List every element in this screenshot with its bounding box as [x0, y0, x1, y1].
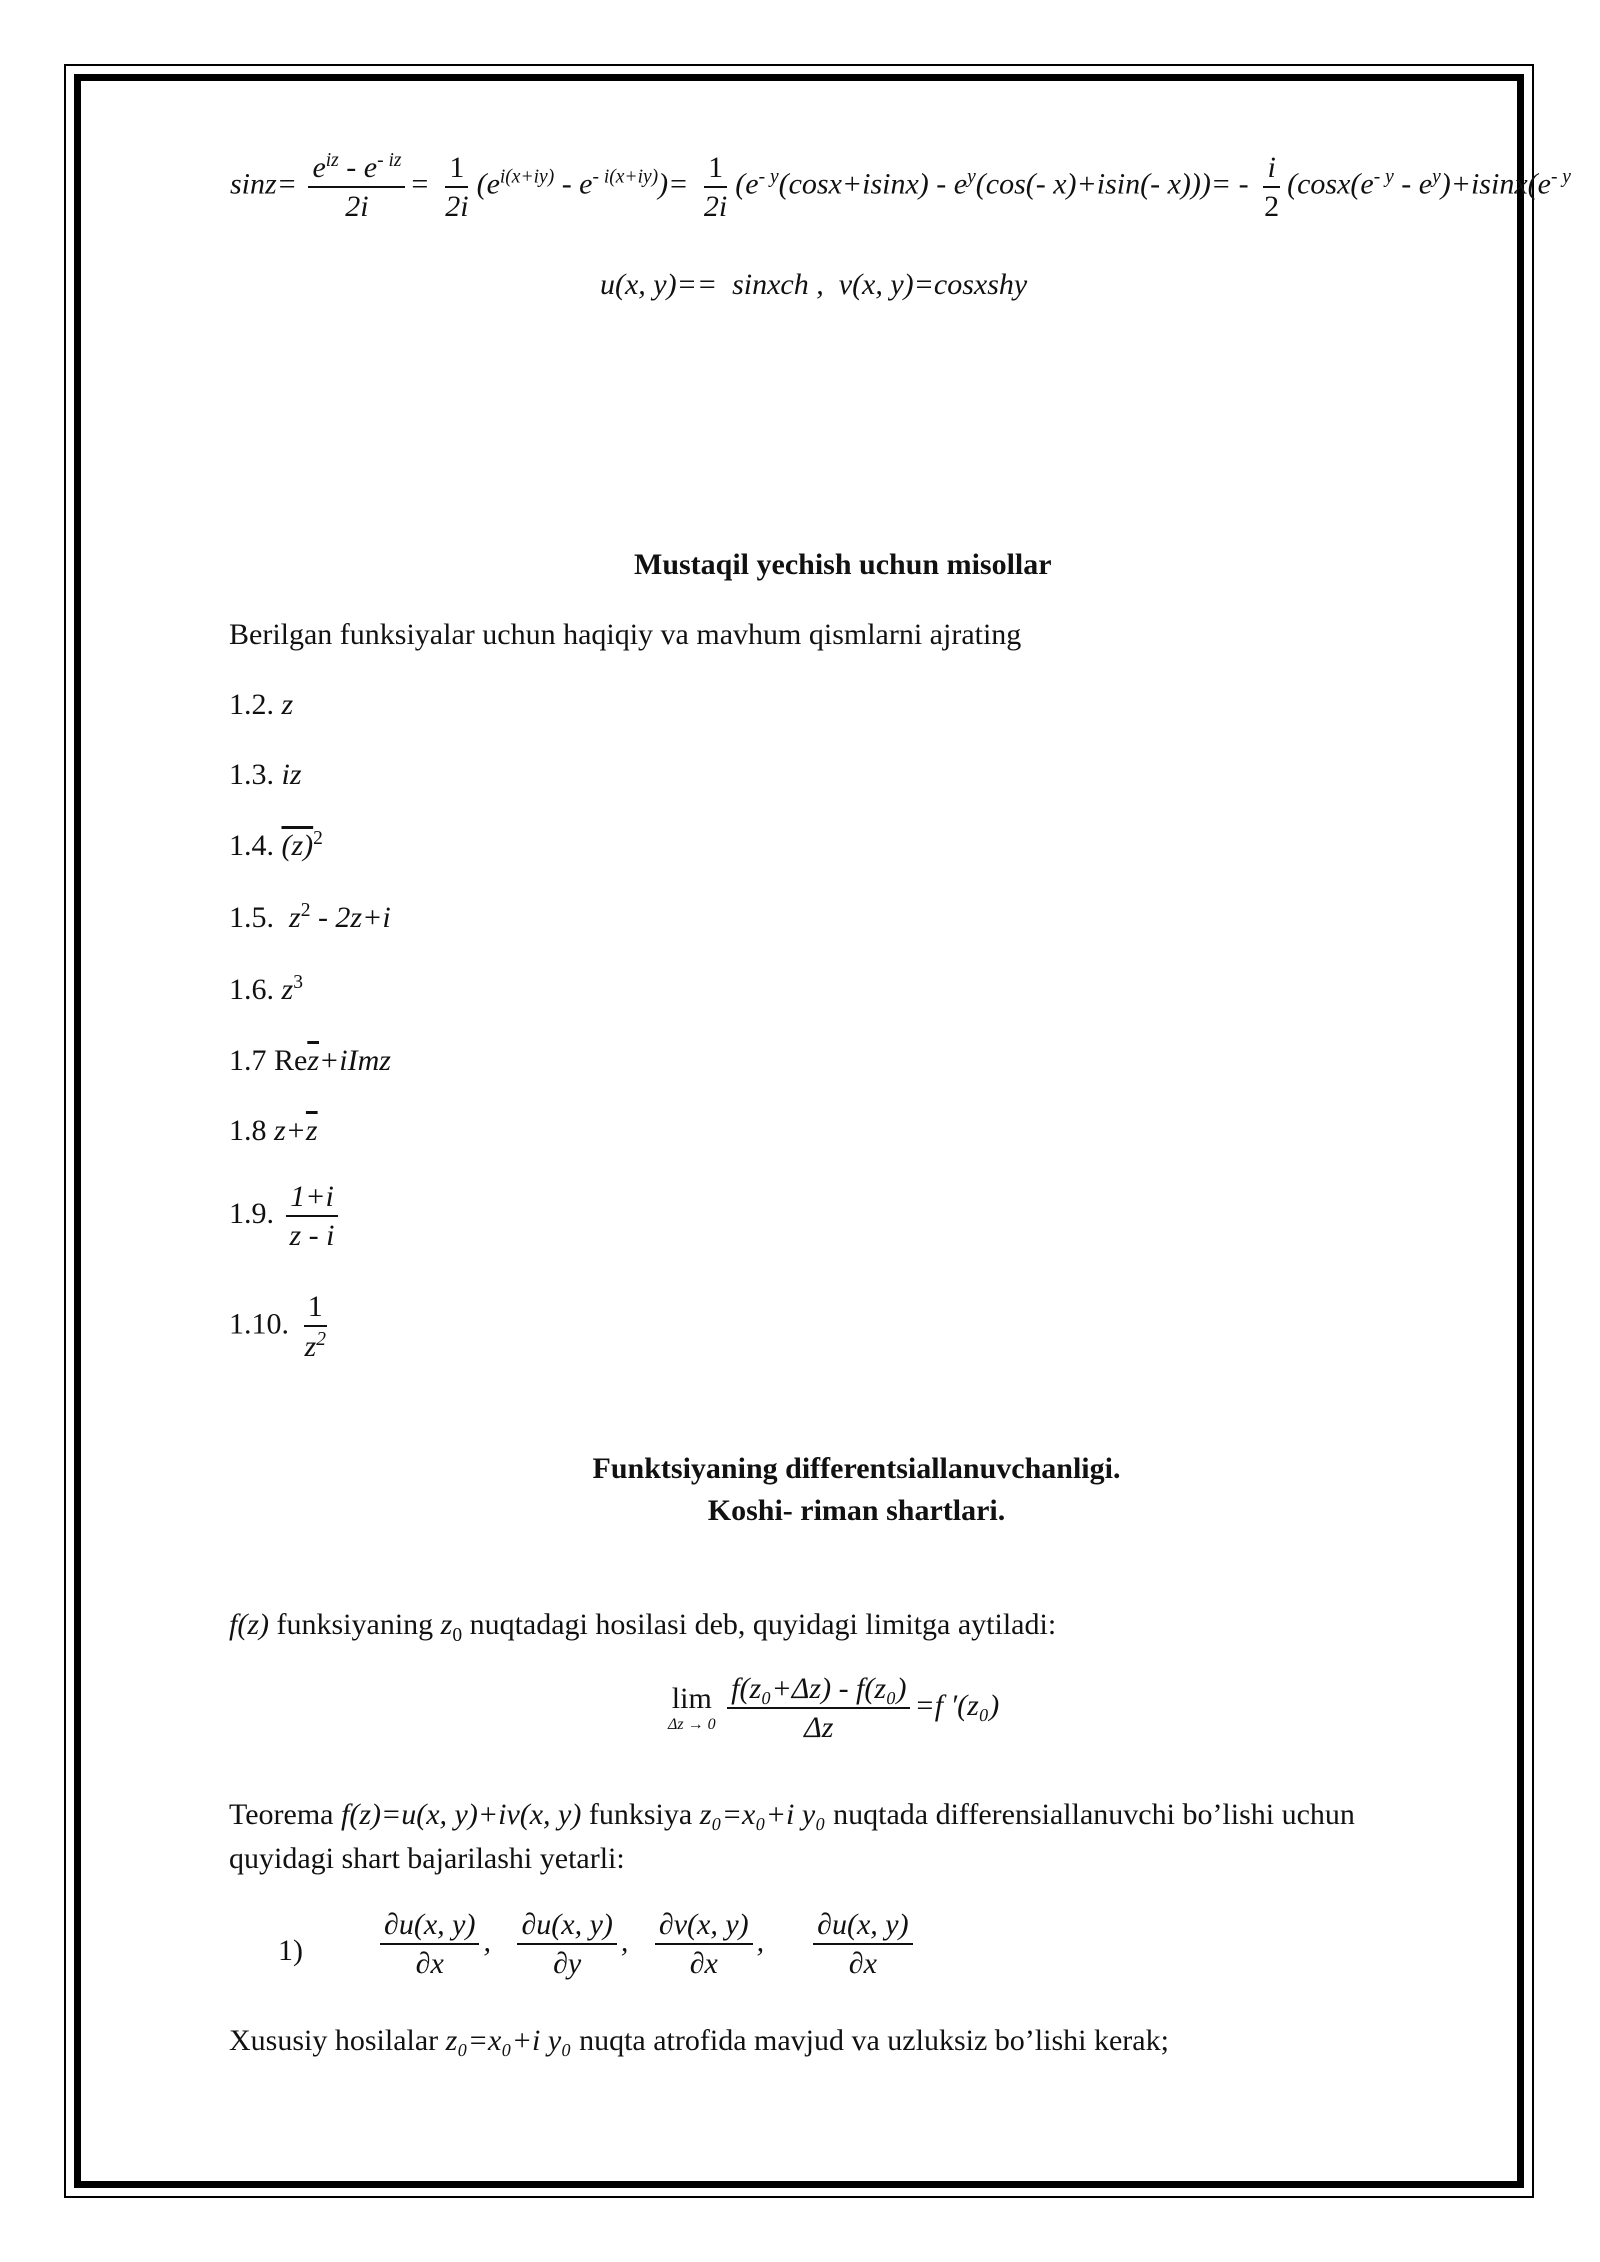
- exp-sup: - iz: [377, 150, 402, 171]
- text: funksiyaning: [269, 1608, 441, 1641]
- denominator: Δz: [804, 1711, 834, 1744]
- exercise-item: [229, 758, 302, 792]
- equals: =: [668, 167, 689, 201]
- denominator: ∂x: [689, 1947, 718, 1980]
- difference-quotient: [727, 1672, 910, 1744]
- denominator: 2i: [345, 190, 369, 223]
- item-expression: - 2z+i: [310, 901, 391, 934]
- limit-operator: [668, 1682, 716, 1734]
- exercise-item: [229, 828, 323, 863]
- item-sup: 2: [313, 828, 323, 849]
- item-number: 1.5.: [229, 901, 274, 934]
- exercises-intro: Berilgan funksiyalar uchun haqiqiy va mavhum qismlarni ajrating: [229, 618, 1022, 651]
- derivative-definition: [229, 1608, 1056, 1647]
- exp-sup: - i(x+iy): [592, 166, 659, 188]
- fraction-i-over-2: [1260, 151, 1283, 223]
- denominator: 2i: [703, 189, 728, 223]
- term: (e: [476, 167, 500, 201]
- exp-sup: - y: [1550, 166, 1571, 188]
- denominator: 2: [1264, 189, 1280, 223]
- exp-sup: y: [1432, 166, 1441, 188]
- exp-sup: y: [967, 166, 976, 188]
- text: Teorema: [229, 1798, 342, 1831]
- exp-sup: iz: [325, 150, 339, 171]
- limit-formula: [668, 1672, 999, 1744]
- partial-fraction: [517, 1908, 616, 1980]
- item-expression: z: [289, 901, 301, 934]
- numerator: 1: [445, 151, 468, 188]
- numerator: 1: [304, 1290, 327, 1327]
- item-sup: 3: [293, 972, 303, 993]
- formula-lhs: sinz: [230, 167, 277, 201]
- item-number: 1.7: [229, 1044, 267, 1077]
- z-bar: $\overline{z}$: [305, 1114, 318, 1147]
- exercise-item: [229, 1044, 391, 1078]
- text: nuqtada differensiallanuvchi bo’lishi uchun: [825, 1798, 1355, 1831]
- item-expression: z: [281, 688, 294, 721]
- u-expression: u(x, y)==: [600, 268, 718, 301]
- numerator: ∂u(x, y): [813, 1908, 912, 1945]
- item-expression: +iImz: [319, 1044, 391, 1077]
- item-fraction: [286, 1180, 339, 1252]
- fraction-half-i-2: [700, 151, 731, 223]
- exercise-item: [229, 972, 303, 1007]
- denominator: ∂y: [553, 1947, 582, 1980]
- item-expression: z: [281, 973, 294, 1006]
- theorem-line: [229, 1798, 1355, 1832]
- denominator: z - i: [289, 1219, 335, 1252]
- equals: =: [276, 167, 297, 201]
- term: - e: [554, 167, 593, 201]
- paren: ): [658, 167, 669, 201]
- item-number: 1.10.: [229, 1307, 289, 1341]
- partial-fraction: [655, 1908, 753, 1980]
- numerator: ∂v(x, y): [655, 1908, 753, 1945]
- exercise-item: [229, 900, 391, 935]
- e-term: e: [312, 151, 326, 184]
- derivative-value: =f ′(z₀): [914, 1688, 1000, 1722]
- text: Xususiy hosilalar: [229, 2024, 446, 2057]
- section-title-exercises: Mustaqil yechish uchun misollar: [634, 548, 1052, 581]
- exp-sup: - y: [1373, 166, 1394, 188]
- denominator: z: [304, 1330, 317, 1363]
- text: nuqta atrofida mavjud va uzluksiz bo’lishi kerak;: [571, 2024, 1169, 2057]
- item-sup: 2: [300, 900, 311, 921]
- item-number: 1.8: [229, 1114, 267, 1147]
- exercise-item: [229, 1290, 334, 1363]
- item-number: 1.4.: [229, 829, 274, 862]
- separator: ,: [483, 1924, 491, 1958]
- function-expression: f(z)=u(x, y)+iv(x, y): [341, 1798, 582, 1831]
- condition-number: 1): [278, 1934, 303, 1967]
- v-expression: v(x, y)=cosxshy: [838, 268, 1028, 301]
- z-bar: $\overline{z}$: [307, 1044, 320, 1077]
- sin-z-formula-row: [230, 150, 1571, 280]
- den-sup: 2: [316, 1329, 326, 1350]
- e-term: e: [363, 151, 378, 184]
- section-title-differentiability: Funktsiyaning differentsiallanuvchanligi.: [592, 1452, 1121, 1485]
- partial-fraction: [380, 1908, 479, 1980]
- exp-sup: - y: [758, 166, 779, 188]
- item-number: 1.2.: [229, 688, 274, 721]
- sub: 0: [452, 1625, 463, 1646]
- denominator: 2i: [445, 189, 469, 223]
- exercise-item: [229, 1114, 318, 1148]
- sinxch: sinxch ,: [732, 268, 824, 301]
- term: (cosx+isinx) - e: [778, 167, 968, 201]
- item-expression: (z): [281, 829, 314, 862]
- item-expression: z+: [274, 1114, 306, 1147]
- numerator: ∂u(x, y): [517, 1908, 616, 1945]
- exercise-item: [229, 1180, 343, 1252]
- lim-text: lim: [671, 1682, 712, 1715]
- partial-fraction: [813, 1908, 912, 1980]
- f-of-z: f(z): [229, 1608, 269, 1641]
- item-fraction: [301, 1290, 330, 1363]
- numerator: 1+i: [286, 1180, 338, 1217]
- separator: ,: [620, 1924, 629, 1958]
- item-expression: iz: [281, 758, 302, 791]
- term: )+isinx(e: [1440, 167, 1551, 201]
- partial-derivatives: [376, 1908, 917, 1980]
- numerator: ∂u(x, y): [380, 1908, 479, 1945]
- item-number: 1.9.: [229, 1196, 274, 1230]
- point-expression: z₀=x₀+i y₀: [699, 1798, 826, 1831]
- re-operator: Re: [274, 1044, 308, 1077]
- minus: -: [338, 151, 364, 184]
- separator: ,: [756, 1924, 765, 1958]
- term: (e: [735, 167, 759, 201]
- uv-line: [600, 268, 1027, 302]
- theorem-line-2: quyidagi shart bajarilashi yetarli:: [229, 1842, 625, 1875]
- equals: =: [409, 167, 430, 201]
- denominator: ∂x: [848, 1947, 877, 1980]
- exercise-item: [229, 688, 293, 722]
- fraction-exp: [308, 150, 405, 223]
- numerator: 1: [704, 151, 727, 188]
- numerator: i: [1263, 151, 1279, 188]
- partial-derivatives-condition: [229, 2024, 1169, 2058]
- term: - e: [1393, 167, 1433, 201]
- item-number: 1.6.: [229, 973, 274, 1006]
- item-number: 1.3.: [229, 758, 274, 791]
- fraction-half-i: [441, 151, 472, 223]
- numerator: f(z₀+Δz) - f(z₀): [727, 1672, 910, 1709]
- text: funksiya: [581, 1798, 700, 1831]
- sin-z-formula: [230, 150, 1571, 223]
- point-expression: z₀=x₀+i y₀: [445, 2024, 572, 2057]
- z0: z: [440, 1608, 453, 1641]
- exp-sup: i(x+iy): [499, 166, 555, 188]
- section-subtitle-cauchy-riemann: Koshi- riman shartlari.: [707, 1494, 1006, 1527]
- term: (cos(- x)+isin(- x)))= -: [975, 167, 1249, 201]
- term: (cosx(e: [1287, 167, 1374, 201]
- text: nuqtadagi hosilasi deb, quyidagi limitga aytiladi:: [462, 1608, 1057, 1641]
- lim-subscript: Δz → 0: [668, 1716, 716, 1733]
- denominator: ∂x: [415, 1947, 444, 1980]
